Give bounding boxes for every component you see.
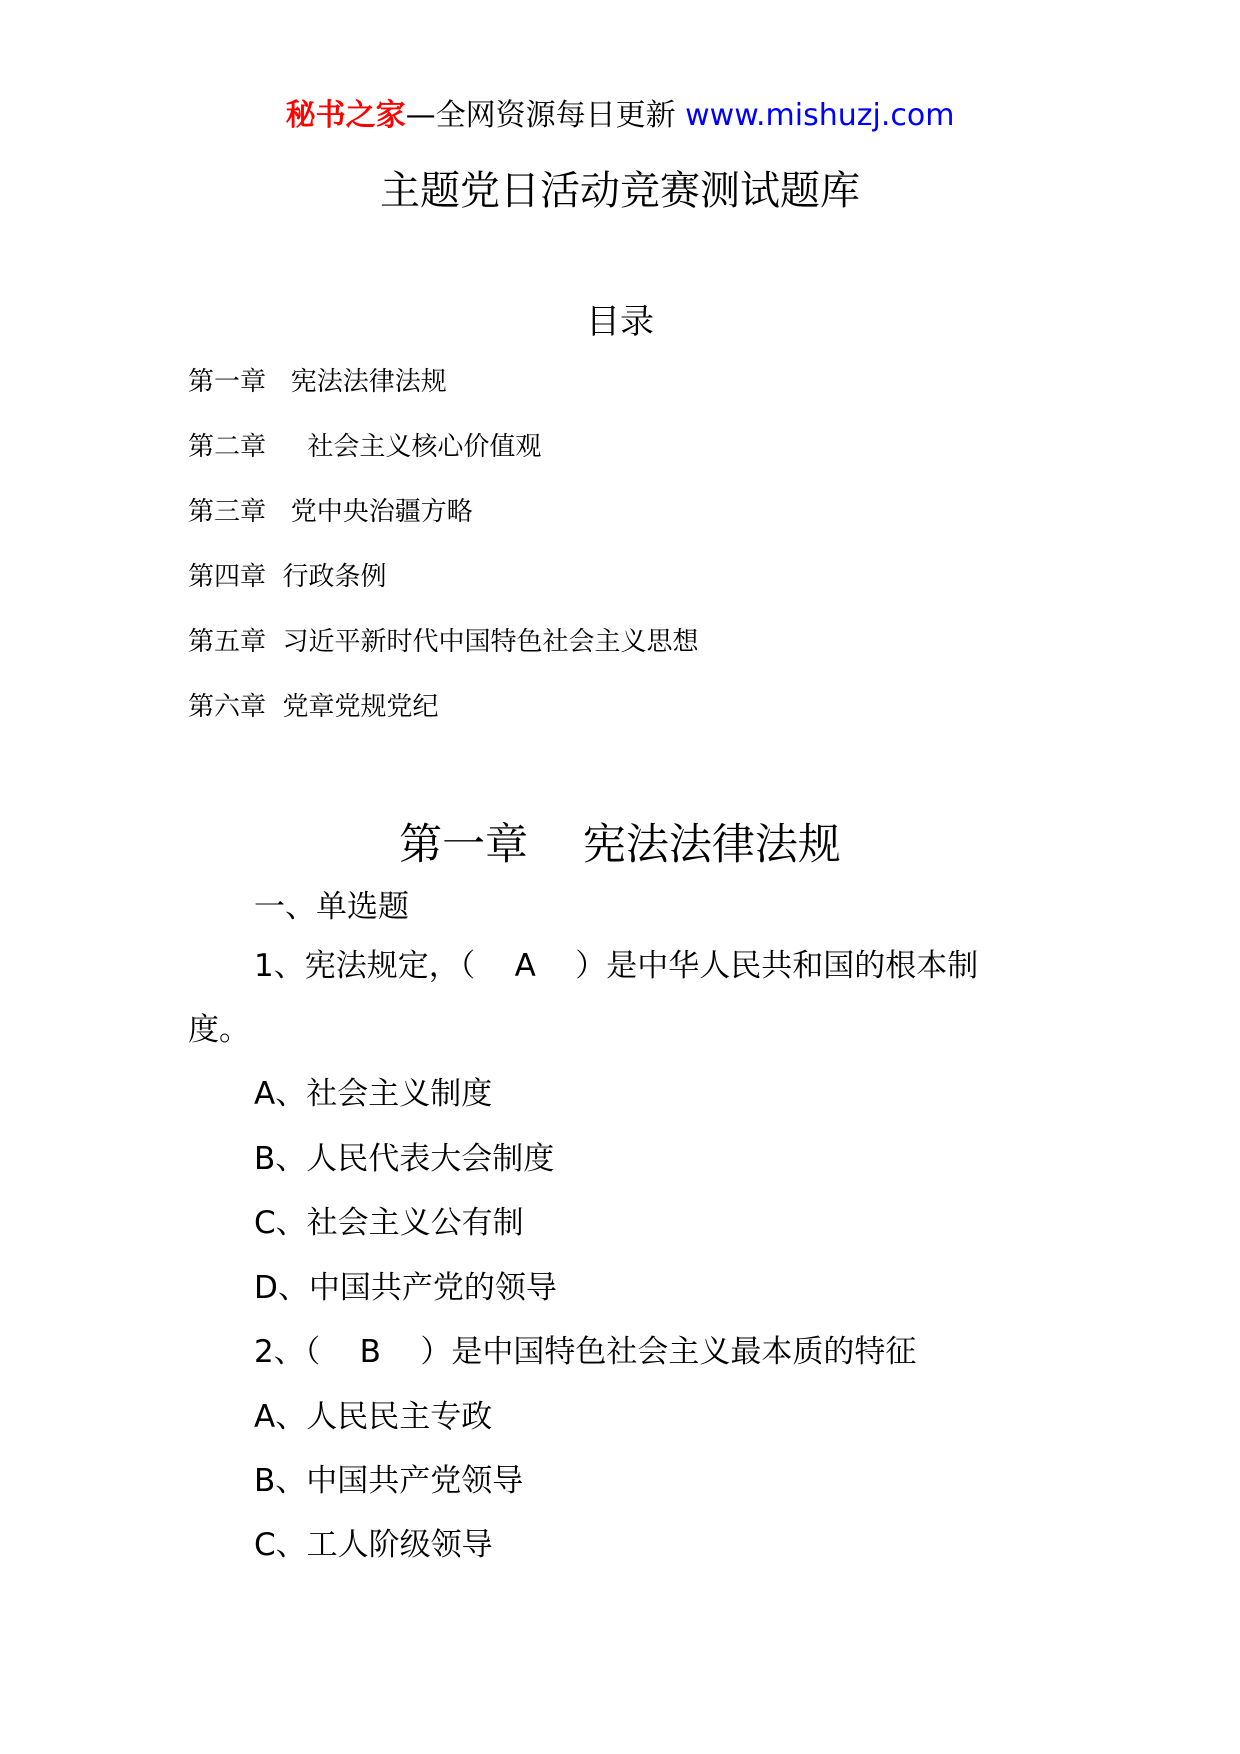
question-2-option-c: C、工人阶级领导 <box>254 1527 493 1563</box>
toc-item-chapter-3[interactable]: 第三章 党中央治疆方略 <box>188 497 473 527</box>
toc-item-chapter-2[interactable]: 第二章 社会主义核心价值观 <box>188 432 542 462</box>
question-1-option-d: D、中国共产党的领导 <box>254 1270 557 1306</box>
toc-item-chapter-6[interactable]: 第六章 党章党规党纪 <box>188 692 439 722</box>
brand-name: 秘书之家 <box>285 98 406 133</box>
question-1-option-b: B、人民代表大会制度 <box>254 1141 555 1177</box>
question-1-option-a: A、社会主义制度 <box>254 1076 493 1112</box>
section-heading: 一、单选题 <box>254 889 409 925</box>
question-2-option-a: A、人民民主专政 <box>254 1399 493 1435</box>
question-2-option-b: B、中国共产党领导 <box>254 1463 524 1499</box>
toc-item-chapter-4[interactable]: 第四章 行政条例 <box>188 562 387 592</box>
document-title: 主题党日活动竞赛测试题库 <box>380 168 860 214</box>
toc-item-chapter-1[interactable]: 第一章 宪法法律法规 <box>188 367 447 397</box>
chapter-heading: 第一章 宪法法律法规 <box>399 820 841 870</box>
question-1-option-c: C、社会主义公有制 <box>254 1205 524 1241</box>
table-of-contents <box>188 364 1088 754</box>
question-2-stem: 2、（ B ）是中国特色社会主义最本质的特征 <box>254 1334 917 1370</box>
site-header <box>0 96 1240 136</box>
header-tagline: —全网资源每日更新 <box>405 98 686 133</box>
toc-title: 目录 <box>586 302 654 342</box>
toc-item-chapter-5[interactable]: 第五章 习近平新时代中国特色社会主义思想 <box>188 627 699 657</box>
question-1-stem-continued: 度。 <box>188 1012 250 1048</box>
question-1-stem: 1、宪法规定，（ A ）是中华人民共和国的根本制 <box>254 948 979 984</box>
site-url-link[interactable]: www.mishuzj.com <box>685 98 955 133</box>
